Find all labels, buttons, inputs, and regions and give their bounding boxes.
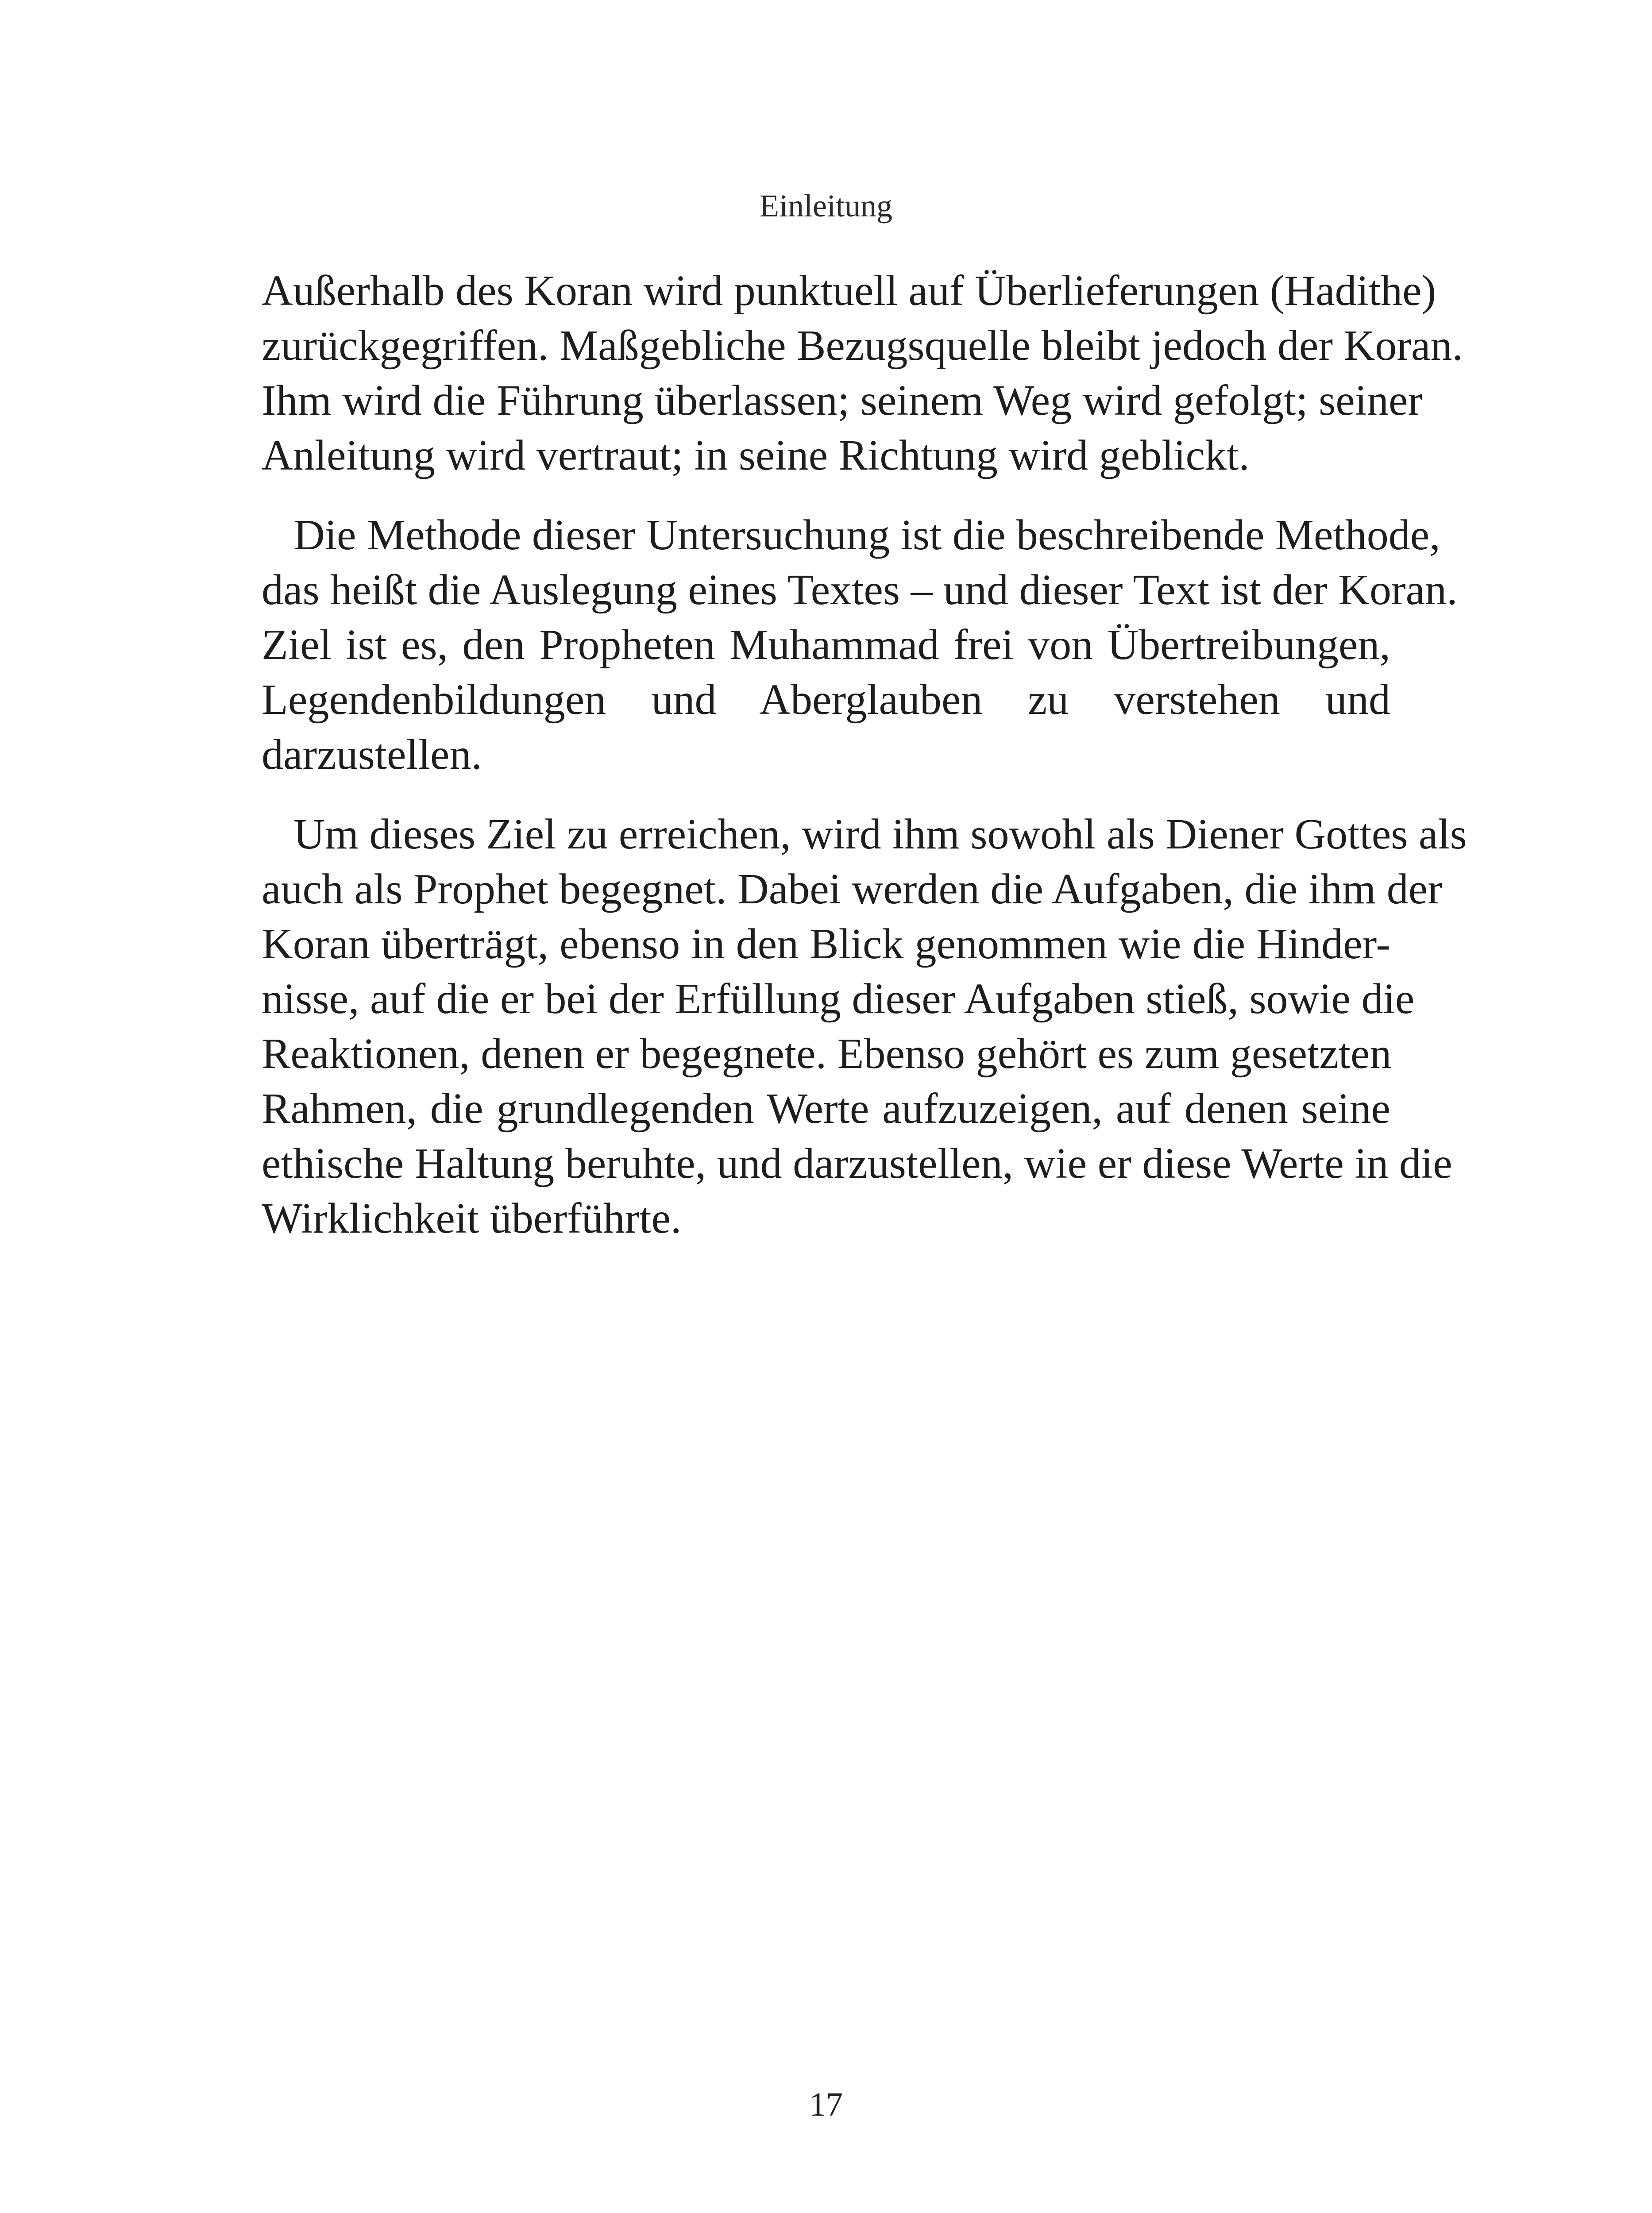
text-line: ethische Haltung beruhte, und darzustellen, wie er diese Werte in die	[262, 1140, 1452, 1187]
paragraph-1	[262, 263, 1463, 483]
text-line: Die Methode dieser Untersuchung ist die beschreibende Methode,	[293, 511, 1440, 559]
text-line: Ziel ist es, den Propheten Muhammad frei von Übertreibungen,	[262, 621, 1390, 669]
text-line: Anleitung wird vertraut; in seine Richtung wird geblickt.	[262, 432, 1250, 479]
text-line: Rahmen, die grundlegenden Werte aufzuzeigen, auf denen seine	[262, 1085, 1390, 1133]
text-line: Wirklichkeit überführte.	[262, 1195, 682, 1242]
text-line: das heißt die Auslegung eines Textes – und dieser Text ist der Koran.	[262, 566, 1458, 614]
text-line: zurückgegriffen. Maßgebliche Bezugsquelle bleibt jedoch der Koran.	[262, 322, 1463, 370]
text-line: Koran überträgt, ebenso in den Blick genommen wie die Hinder-	[262, 920, 1390, 968]
text-line: Legendenbildungen und Aberglauben zu verstehen und	[262, 676, 1390, 724]
paragraph-2	[262, 508, 1458, 782]
text-line: nisse, auf die er bei der Erfüllung dieser Aufgaben stieß, sowie die	[262, 975, 1415, 1023]
text-line: auch als Prophet begegnet. Dabei werden die Aufgaben, die ihm der	[262, 865, 1442, 913]
text-line: darzustellen.	[262, 731, 482, 779]
text-line: Um dieses Ziel zu erreichen, wird ihm sowohl als Diener Gottes als	[293, 810, 1467, 858]
page-number: 17	[809, 2086, 843, 2123]
text-line: Reaktionen, denen er begegnete. Ebenso gehört es zum gesetzten	[262, 1030, 1392, 1078]
running-head: Einleitung	[760, 188, 892, 224]
text-line: Außerhalb des Koran wird punktuell auf Überlieferungen (Hadithe)	[262, 267, 1436, 315]
text-line: Ihm wird die Führung überlassen; seinem Weg wird gefolgt; seiner	[262, 377, 1423, 424]
paragraph-3	[262, 807, 1467, 1246]
body-text	[262, 263, 1467, 1271]
